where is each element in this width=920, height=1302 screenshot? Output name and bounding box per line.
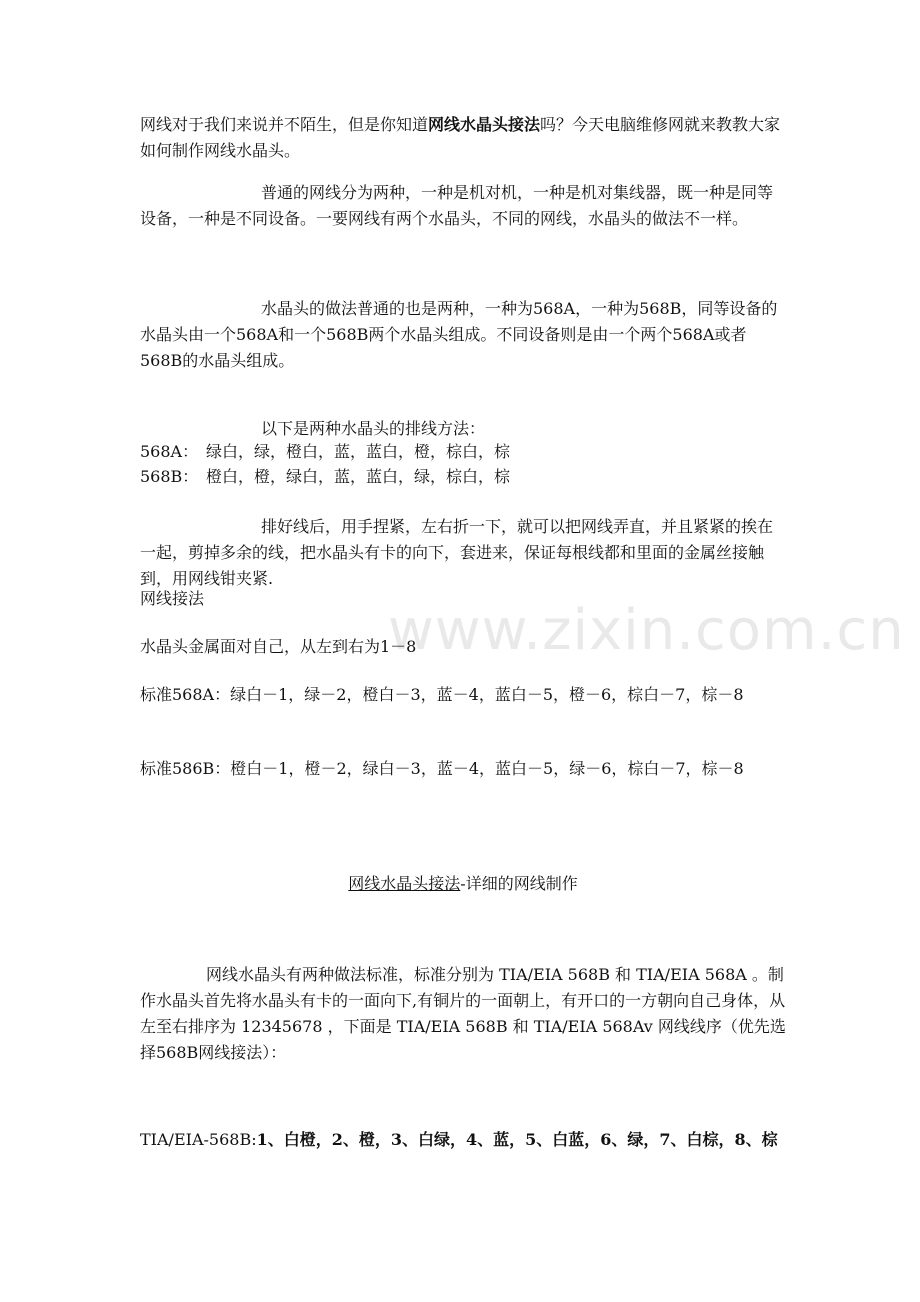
methods-intro-line: 以下是两种水晶头的排线方法： bbox=[261, 419, 486, 438]
heading-wiring-method: 网线接法 bbox=[140, 589, 205, 608]
tia-568b-order-line bbox=[140, 1127, 786, 1153]
wire-row-label: 568A： bbox=[140, 442, 199, 461]
tia-568b-sequence: 1、白橙，2、橙，3、白绿，4、蓝，5、白蓝，6、绿，7、白棕，8、棕 bbox=[256, 1130, 778, 1149]
paragraph-568-standards: 水晶头的做法普通的也是两种，一种为568A，一种为568B，同等设备的水晶头由一个568A和一个568B两个水晶头组成。不同设备则是由一个两个568A或者568B的水晶头组成。 bbox=[140, 299, 778, 370]
paragraph-cable-types: 普通的网线分为两种，一种是机对机，一种是机对集线器，既一种是同等设备，一种是不同设备。一要网线有两个水晶头，不同的网线，水晶头的做法不一样。 bbox=[140, 183, 774, 228]
tia-568b-prefix: TIA/EIA-568B: bbox=[140, 1130, 257, 1149]
wire-row-568a bbox=[140, 441, 510, 463]
section-title-link[interactable]: 网线水晶头接法 bbox=[348, 874, 461, 893]
wire-row-568b bbox=[140, 466, 510, 488]
intro-text-start: 网线对于我们来说并不陌生，但是你知道 bbox=[140, 115, 429, 134]
section-title-rest: -详细的网线制作 bbox=[460, 874, 578, 893]
standard-586b-line: 标准586B：橙白－1，橙－2，绿白－3，蓝－4，蓝白－5，绿－6，棕白－7，棕－8 bbox=[140, 759, 744, 778]
intro-paragraph bbox=[140, 112, 786, 164]
intro-text-end: 吗？今天电脑维修网就来教教大家如何制作网线水晶头。 bbox=[140, 115, 781, 160]
watermark-text: www.zixin.com.cn bbox=[388, 598, 905, 663]
wire-row-value: 绿白，绿，橙白，蓝，蓝白，橙，棕白，棕 bbox=[206, 442, 511, 461]
wire-row-label: 568B： bbox=[140, 467, 199, 486]
intro-bold-link: 网线水晶头接法 bbox=[428, 115, 541, 134]
wire-row-value: 橙白，橙，绿白，蓝，蓝白，绿，棕白，棕 bbox=[206, 467, 511, 486]
paragraph-tia-standards: 网线水晶头有两种做法标准，标准分别为 TIA/EIA 568B 和 TIA/EIA 568A 。制作水晶头首先将水晶头有卡的一面向下,有铜片的一面朝上，有开口的一方朝向自己身体，从左至右排序为 12345678 ，下面是 TIA/EIA 568B 和 TIA/EIA 568Av 网线线序（优先选择568B网线接法）： bbox=[140, 965, 786, 1062]
section-title bbox=[140, 873, 786, 895]
paragraph-crimp-steps: 排好线后，用手捏紧，左右折一下，就可以把网线弄直，并且紧紧的挨在一起，剪掉多余的线，把水晶头有卡的向下，套进来，保证每根线都和里面的金属丝接触到，用网线钳夹紧. bbox=[140, 517, 774, 588]
paragraph-pin-order: 水晶头金属面对自己，从左到右为1－8 bbox=[140, 637, 417, 656]
standard-568a-line: 标准568A：绿白－1，绿－2，橙白－3，蓝－4，蓝白－5，橙－6，棕白－7，棕－8 bbox=[140, 685, 744, 704]
